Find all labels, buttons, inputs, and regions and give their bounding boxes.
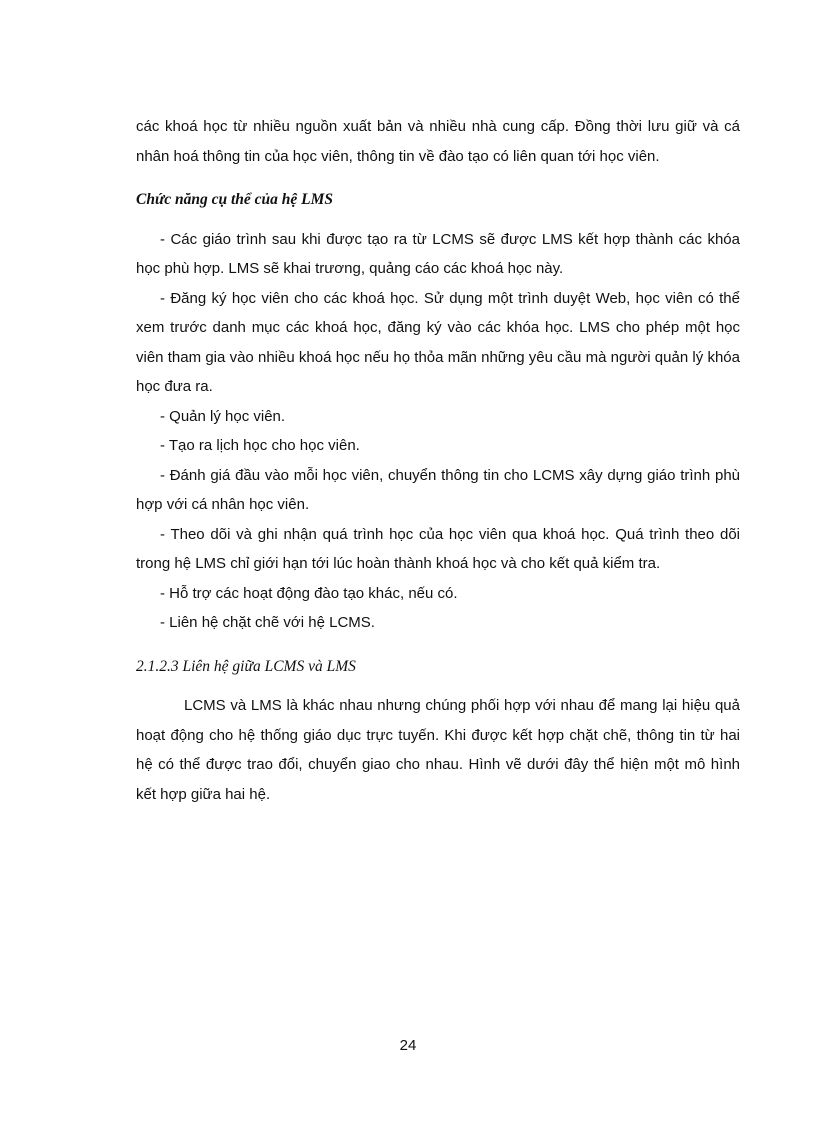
function-item-learner-registration: - Đăng ký học viên cho các khoá học. Sử dụng một trình duyệt Web, học viên có thể xem trước danh mục các khoá học, đăng ký vào các khóa học. LMS cho phép một học viên tham gia vào nhiều khoá học nếu họ thỏa mãn những yêu cầu mà người quản lý khóa học đưa ra. bbox=[136, 289, 740, 395]
page-content bbox=[136, 112, 740, 809]
function-item-lcms-link: - Liên hệ chặt chẽ với hệ LCMS. bbox=[160, 614, 375, 631]
function-item-schedule: - Tạo ra lịch học cho học viên. bbox=[160, 437, 360, 454]
function-item-entry-assessment: - Đánh giá đầu vào mỗi học viên, chuyển thông tin cho LCMS xây dựng giáo trình phù hợp với cá nhân học viên. bbox=[136, 466, 740, 513]
function-item-progress-tracking: - Theo dõi và ghi nhận quá trình học của học viên qua khoá học. Quá trình theo dõi trong hệ LMS chỉ giới hạn tới lúc hoàn thành khoá học và cho kết quả kiểm tra. bbox=[136, 525, 740, 572]
function-item-course-composition: - Các giáo trình sau khi được tạo ra từ LCMS sẽ được LMS kết hợp thành các khóa học phù hợp. LMS sẽ khai trương, quảng cáo các khoá học này. bbox=[136, 230, 740, 277]
section-heading-lms-functions: Chức năng cụ thể của hệ LMS bbox=[136, 191, 334, 208]
paragraph-intro-continuation: các khoá học từ nhiều nguồn xuất bản và nhiều nhà cung cấp. Đồng thời lưu giữ và cá nhân hoá thông tin của học viên, thông tin về đào tạo có liên quan tới học viên. bbox=[136, 118, 740, 165]
function-item-learner-management: - Quản lý học viên. bbox=[160, 407, 286, 425]
paragraph-lcms-lms-relation: LCMS và LMS là khác nhau nhưng chúng phối hợp với nhau để mang lại hiệu quả hoạt động cho hệ thống giáo dục trực tuyến. Khi được kết hợp chặt chẽ, thông tin từ hai hệ có thể được trao đổi, chuyển giao cho nhau. Hình vẽ dưới đây thể hiện một mô hình kết hợp giữa hai hệ. bbox=[136, 697, 740, 803]
page-number: 24 bbox=[399, 1037, 417, 1054]
function-item-other-support: - Hỗ trợ các hoạt động đào tạo khác, nếu có. bbox=[160, 584, 458, 602]
section-heading-lcms-lms-relation: 2.1.2.3 Liên hệ giữa LCMS và LMS bbox=[136, 657, 356, 675]
